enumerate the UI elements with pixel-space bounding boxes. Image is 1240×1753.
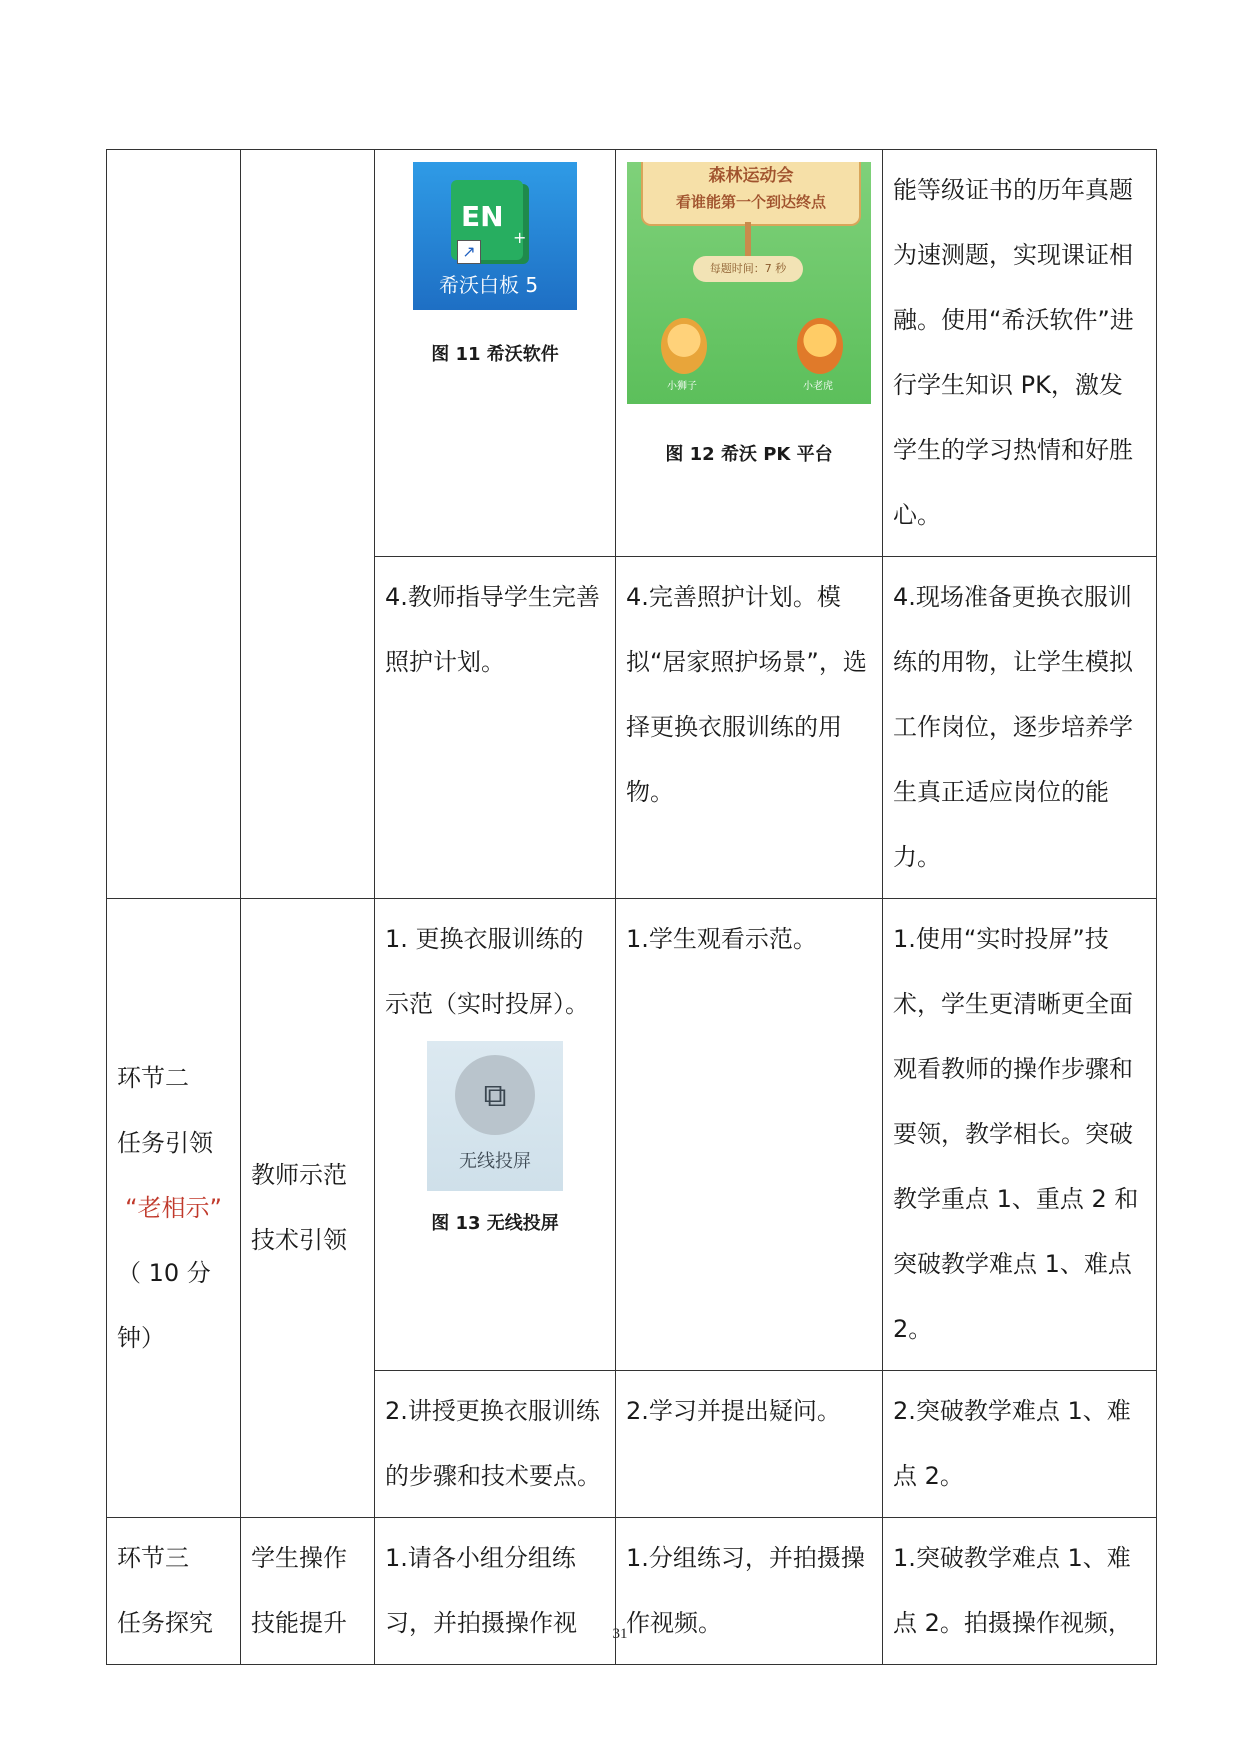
design-intent-cell: 能等级证书的历年真题为速测题，实现课证相融。使用“希沃软件”进行学生知识 PK，激发学生的学习热情和好胜心。: [883, 150, 1157, 557]
method-cell: 教师示范 技术引领: [241, 899, 375, 1518]
student-activity-cell: 1.分组练习，并拍摄操作视频。: [616, 1518, 883, 1665]
design-intent-cell: 4.现场准备更换衣服训练的用物，让学生模拟工作岗位，逐步培养学生真正适应岗位的能力。: [883, 557, 1157, 899]
shortcut-arrow-icon: ↗: [457, 240, 481, 264]
design-intent-cell: 2.突破教学难点 1、难点 2。: [883, 1371, 1157, 1518]
student-activity-cell: 1.学生观看示范。: [616, 899, 883, 1371]
char-name-left: 小狮子: [667, 381, 697, 392]
teacher-activity-cell: 1.请各小组分组练习，并拍摄操作视: [375, 1518, 616, 1665]
lesson-plan-table: [106, 149, 1157, 1665]
wireless-projection-image: ⧉ 无线投屏: [427, 1041, 563, 1191]
figure-caption: 图 11 希沃软件: [431, 344, 559, 365]
teacher-activity-cell: 2.讲授更换衣服训练的步骤和技术要点。: [375, 1371, 616, 1518]
char-name-right: 小老虎: [803, 381, 833, 392]
stage-cell: 环节三 任务探究: [107, 1518, 241, 1665]
student-activity-cell: 4.完善照护计划。模拟“居家照护场景”，选择更换衣服训练的用物。: [616, 557, 883, 899]
design-intent-cell: 1.使用“实时投屏”技术，学生更清晰更全面观看教师的操作步骤和要领，教学相长。突破教学重点 1、重点 2 和突破教学难点 1、难点 2。: [883, 899, 1157, 1371]
stage-cell-empty: [107, 150, 241, 899]
design-intent-cell: 1.突破教学难点 1、难点 2。拍摄操作视频，: [883, 1518, 1157, 1665]
figure-caption: 图 13 无线投屏: [431, 1213, 559, 1234]
screen-cast-icon: ⧉: [483, 1076, 507, 1114]
xiwo-software-icon: EN + ↗ 希沃白板 5: [413, 162, 577, 310]
table-row: [107, 899, 1157, 1371]
method-cell: 学生操作 技能提升: [241, 1518, 375, 1665]
figure-caption: 图 12 希沃 PK 平台: [665, 444, 833, 465]
pk-banner: 森林运动会 看谁能第一个到达终点: [641, 162, 861, 226]
software-label: 希沃白板 5: [439, 273, 539, 297]
stage-cell: 环节二 任务引领 “老相示” （ 10 分钟）: [107, 899, 241, 1518]
method-cell-empty: [241, 150, 375, 899]
teacher-activity-cell: 4.教师指导学生完善照护计划。: [375, 557, 616, 899]
stage-time: （ 10 分钟）: [117, 1258, 211, 1352]
teacher-activity-cell: [375, 150, 616, 557]
student-activity-cell: [616, 150, 883, 557]
pk-platform-image: [627, 162, 871, 404]
table-row: [107, 150, 1157, 557]
stage-quote: “老相示”: [125, 1193, 222, 1222]
lion-character-icon: [661, 318, 707, 374]
tiger-character-icon: [797, 318, 843, 374]
pk-timer: 每题时间：7 秒: [693, 256, 803, 282]
teacher-activity-cell: 1. 更换衣服训练的示范（实时投屏）。 ⧉ 无线投屏 图 13 无线投屏: [375, 899, 616, 1371]
page-number: 31: [612, 1626, 628, 1642]
student-activity-cell: 2.学习并提出疑问。: [616, 1371, 883, 1518]
